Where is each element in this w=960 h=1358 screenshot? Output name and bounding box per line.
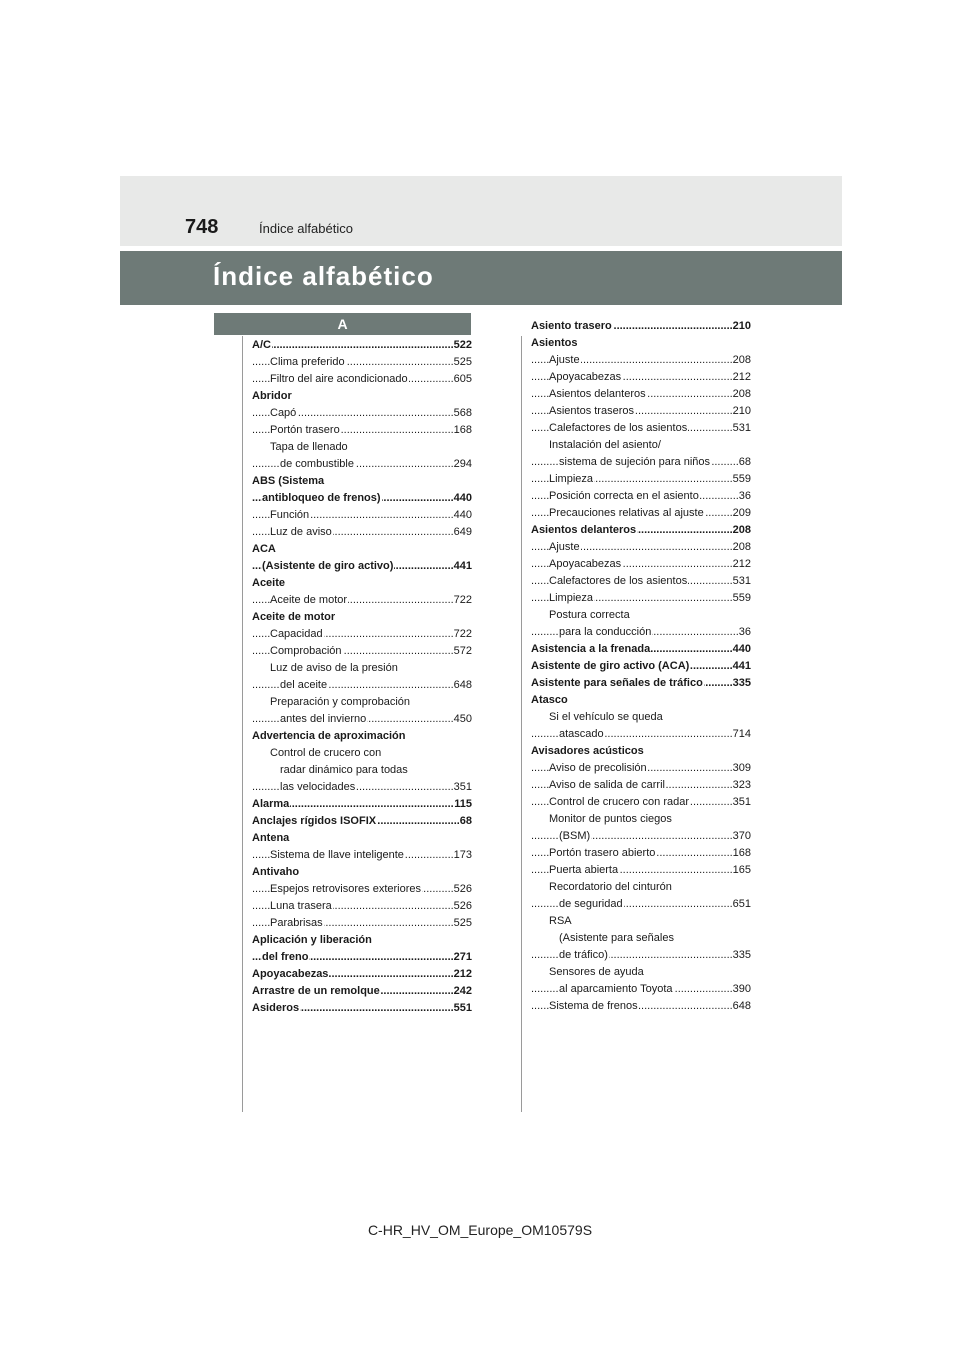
- index-entry: [531, 641, 751, 658]
- entry-page: 648: [453, 677, 472, 694]
- entry-label: Luz de aviso de la presión: [270, 662, 398, 674]
- entry-page: 36: [738, 488, 751, 505]
- entry-page: 271: [453, 949, 472, 966]
- entry-label: Asistente de giro activo (ACA): [531, 660, 690, 672]
- index-entry: [252, 949, 472, 966]
- index-entry: [531, 879, 751, 896]
- index-entry: [252, 864, 472, 881]
- entry-label: Portón trasero: [270, 424, 340, 436]
- index-entry: [531, 930, 751, 947]
- index-entry: [252, 626, 472, 643]
- entry-page: 441: [732, 658, 751, 675]
- entry-label: Advertencia de aproximación: [252, 730, 406, 742]
- footer-doc-id: C-HR_HV_OM_Europe_OM10579S: [367, 1222, 593, 1238]
- entry-label: Postura correcta: [549, 609, 630, 621]
- index-entry: [252, 898, 472, 915]
- index-entry: [531, 726, 751, 743]
- index-column-left: [252, 337, 472, 1017]
- index-entry: [531, 488, 751, 505]
- index-entry: [252, 677, 472, 694]
- index-entry: [531, 471, 751, 488]
- entry-page: 335: [732, 947, 751, 964]
- entry-page: 36: [738, 624, 751, 641]
- index-entry: [252, 371, 472, 388]
- entry-label: radar dinámico para todas: [280, 764, 408, 776]
- entry-label: Capacidad: [270, 628, 323, 640]
- entry-label: Calefactores de los asientos: [549, 422, 688, 434]
- index-entry: [531, 437, 751, 454]
- entry-label: Luna trasera: [270, 900, 332, 912]
- entry-page: 173: [453, 847, 472, 864]
- entry-page: 651: [732, 896, 751, 913]
- header-band: [120, 176, 842, 246]
- entry-label: Asistencia a la frenada: [531, 643, 651, 655]
- entry-label: A/C: [252, 339, 271, 351]
- entry-label: Aceite de motor: [270, 594, 348, 606]
- index-entry: [531, 556, 751, 573]
- entry-label: Asientos: [531, 337, 578, 349]
- entry-label: Aviso de salida de carril: [549, 779, 665, 791]
- index-entry: [531, 369, 751, 386]
- entry-label: Sistema de llave inteligente: [270, 849, 404, 861]
- entry-page: 309: [732, 760, 751, 777]
- entry-label: Puerta abierta: [549, 864, 619, 876]
- index-entry: [252, 728, 472, 745]
- entry-label: Antena: [252, 832, 290, 844]
- entry-label: del aceite: [280, 679, 328, 691]
- entry-label: Arrastre de un remolque: [252, 985, 380, 997]
- index-entry: [252, 609, 472, 626]
- entry-label: Función: [270, 509, 310, 521]
- entry-page: 390: [732, 981, 751, 998]
- entry-page: 525: [453, 354, 472, 371]
- entry-page: 208: [732, 539, 751, 556]
- letter-heading: A: [214, 313, 471, 335]
- index-entry: [531, 998, 751, 1015]
- entry-page: 440: [453, 490, 472, 507]
- entry-label: antes del invierno: [280, 713, 367, 725]
- index-entry: [531, 964, 751, 981]
- index-entry: [252, 354, 472, 371]
- entry-label: Aceite: [252, 577, 286, 589]
- entry-page: 165: [732, 862, 751, 879]
- entry-label: RSA: [549, 915, 572, 927]
- entry-page: 722: [453, 626, 472, 643]
- index-entry: [531, 811, 751, 828]
- entry-page: 208: [732, 352, 751, 369]
- page-title: Índice alfabético: [213, 261, 434, 291]
- entry-label: ACA: [252, 543, 276, 555]
- entry-label: Aceite de motor: [252, 611, 336, 623]
- entry-page: 209: [732, 505, 751, 522]
- entry-page: 605: [453, 371, 472, 388]
- index-entry: [252, 405, 472, 422]
- entry-page: 208: [732, 386, 751, 403]
- entry-label: las velocidades: [280, 781, 356, 793]
- index-entry: [252, 473, 472, 490]
- entry-label: Aplicación y liberación: [252, 934, 372, 946]
- entry-label: de seguridad: [559, 898, 623, 910]
- index-entry: [531, 658, 751, 675]
- entry-label: (BSM): [559, 830, 591, 842]
- entry-page: 323: [732, 777, 751, 794]
- index-entry: [531, 981, 751, 998]
- entry-label: Apoyacabezas: [549, 371, 622, 383]
- entry-label: (Asistente para señales: [559, 932, 674, 944]
- index-entry: [252, 507, 472, 524]
- index-entry: [531, 862, 751, 879]
- entry-page: 208: [732, 522, 751, 539]
- index-entry: [252, 915, 472, 932]
- entry-label: Asideros: [252, 1002, 300, 1014]
- index-entry: [531, 675, 751, 692]
- index-entry: [252, 422, 472, 439]
- entry-label: para la conducción: [559, 626, 652, 638]
- entry-label: Control de crucero con radar: [549, 796, 690, 808]
- entry-label: Sistema de frenos: [549, 1000, 638, 1012]
- entry-page: 648: [732, 998, 751, 1015]
- index-column-right: [531, 318, 751, 1015]
- entry-page: 526: [453, 881, 472, 898]
- index-entry: [531, 692, 751, 709]
- entry-label: Monitor de puntos ciegos: [549, 813, 672, 825]
- index-entry: [531, 386, 751, 403]
- entry-label: Parabrisas: [270, 917, 323, 929]
- entry-page: 551: [453, 1000, 472, 1017]
- index-entry: [531, 590, 751, 607]
- entry-label: Tapa de llenado: [270, 441, 348, 453]
- entry-page: 212: [732, 556, 751, 573]
- entry-page: 370: [732, 828, 751, 845]
- index-entry: [252, 779, 472, 796]
- entry-page: 531: [732, 573, 751, 590]
- index-entry: [252, 524, 472, 541]
- entry-label: Alarma: [252, 798, 290, 810]
- entry-label: Portón trasero abierto: [549, 847, 656, 859]
- entry-page: 441: [453, 558, 472, 575]
- index-entry: [252, 592, 472, 609]
- entry-label: Ajuste: [549, 354, 580, 366]
- entry-label: Asientos delanteros: [531, 524, 637, 536]
- entry-label: Clima preferido: [270, 356, 345, 368]
- entry-page: 649: [453, 524, 472, 541]
- index-entry: [252, 643, 472, 660]
- entry-label: de combustible: [280, 458, 354, 470]
- index-entry: [531, 743, 751, 760]
- entry-label: Preparación y comprobación: [270, 696, 411, 708]
- entry-label: Filtro del aire acondicionado: [270, 373, 408, 385]
- index-entry: [531, 539, 751, 556]
- index-entry: [531, 777, 751, 794]
- index-entry: [252, 983, 472, 1000]
- entry-page: 115: [453, 796, 472, 813]
- index-entry: [252, 694, 472, 711]
- entry-page: 568: [453, 405, 472, 422]
- index-entry: [531, 845, 751, 862]
- entry-page: 531: [732, 420, 751, 437]
- index-entry: [252, 558, 472, 575]
- entry-label: Limpieza: [549, 473, 594, 485]
- entry-page: 168: [732, 845, 751, 862]
- entry-page: 351: [453, 779, 472, 796]
- index-entry: [531, 896, 751, 913]
- entry-page: 525: [453, 915, 472, 932]
- entry-page: 450: [453, 711, 472, 728]
- page-number: 748: [185, 216, 219, 238]
- column-rule-left: [242, 336, 243, 1112]
- entry-label: Antivaho: [252, 866, 300, 878]
- entry-label: Capó: [270, 407, 297, 419]
- entry-page: 68: [459, 813, 472, 830]
- index-entry: [252, 490, 472, 507]
- index-entry: [531, 760, 751, 777]
- entry-label: Control de crucero con: [270, 747, 382, 759]
- entry-label: Asistente para señales de tráfico: [531, 677, 703, 689]
- entry-page: 522: [453, 337, 472, 354]
- entry-label: Precauciones relativas al ajuste: [549, 507, 704, 519]
- index-entry: [531, 709, 751, 726]
- index-entry: [531, 794, 751, 811]
- index-entry: [531, 607, 751, 624]
- index-entry: [531, 403, 751, 420]
- index-entry: [252, 1000, 472, 1017]
- index-entry: [252, 575, 472, 592]
- entry-page: 559: [732, 471, 751, 488]
- entry-page: 210: [732, 318, 751, 335]
- entry-label: Recordatorio del cinturón: [549, 881, 672, 893]
- entry-label: al aparcamiento Toyota: [559, 983, 673, 995]
- entry-page: 440: [453, 507, 472, 524]
- entry-label: sistema de sujeción para niños: [559, 456, 711, 468]
- entry-label: Atasco: [531, 694, 568, 706]
- entry-label: Asientos delanteros: [549, 388, 646, 400]
- entry-label: Asientos traseros: [549, 405, 634, 417]
- entry-page: 559: [732, 590, 751, 607]
- index-entry: [531, 573, 751, 590]
- entry-page: 212: [453, 966, 472, 983]
- entry-label: Posición correcta en el asiento: [549, 490, 699, 502]
- index-entry: [531, 828, 751, 845]
- index-entry: [531, 318, 751, 335]
- index-entry: [252, 439, 472, 456]
- index-entry: [252, 541, 472, 558]
- entry-label: Si el vehículo se queda: [549, 711, 663, 723]
- entry-label: Luz de aviso: [270, 526, 332, 538]
- index-entry: [252, 762, 472, 779]
- index-entry: [531, 505, 751, 522]
- index-entry: [252, 337, 472, 354]
- index-entry: [252, 932, 472, 949]
- entry-label: Asiento trasero: [531, 320, 612, 332]
- index-entry: [252, 796, 472, 813]
- entry-page: 210: [732, 403, 751, 420]
- entry-label: Instalación del asiento/: [549, 439, 661, 451]
- index-entry: [531, 420, 751, 437]
- entry-label: del freno: [262, 951, 309, 963]
- index-entry: [531, 522, 751, 539]
- entry-page: 68: [738, 454, 751, 471]
- entry-label: de tráfico): [559, 949, 608, 961]
- index-entry: [531, 335, 751, 352]
- index-entry: [252, 847, 472, 864]
- entry-page: 351: [732, 794, 751, 811]
- entry-label: Aviso de precolisión: [549, 762, 647, 774]
- entry-label: atascado: [559, 728, 604, 740]
- entry-label: Limpieza: [549, 592, 594, 604]
- entry-label: Anclajes rígidos ISOFIX: [252, 815, 377, 827]
- index-entry: [531, 624, 751, 641]
- entry-label: ABS (Sistema: [252, 475, 325, 487]
- entry-label: Espejos retrovisores exteriores: [270, 883, 422, 895]
- entry-page: 714: [732, 726, 751, 743]
- index-entry: [252, 966, 472, 983]
- entry-page: 294: [453, 456, 472, 473]
- index-entry: [252, 711, 472, 728]
- entry-label: Apoyacabezas: [549, 558, 622, 570]
- column-rule-right: [521, 336, 522, 1112]
- entry-label: Comprobación: [270, 645, 342, 657]
- running-header: Índice alfabético: [259, 221, 353, 236]
- index-entry: [531, 352, 751, 369]
- index-entry: [531, 454, 751, 471]
- index-entry: [531, 947, 751, 964]
- entry-page: 572: [453, 643, 472, 660]
- entry-page: 335: [732, 675, 751, 692]
- entry-label: antibloqueo de frenos): [262, 492, 381, 504]
- entry-label: Apoyacabezas: [252, 968, 329, 980]
- entry-page: 168: [453, 422, 472, 439]
- index-entry: [252, 388, 472, 405]
- entry-page: 212: [732, 369, 751, 386]
- entry-label: Avisadores acústicos: [531, 745, 644, 757]
- entry-label: (Asistente de giro activo): [262, 560, 394, 572]
- index-entry: [252, 813, 472, 830]
- entry-label: Calefactores de los asientos: [549, 575, 688, 587]
- index-entry: [252, 456, 472, 473]
- entry-label: Ajuste: [549, 541, 580, 553]
- entry-page: 526: [453, 898, 472, 915]
- entry-page: 722: [453, 592, 472, 609]
- index-entry: [252, 660, 472, 677]
- entry-label: Sensores de ayuda: [549, 966, 644, 978]
- index-entry: [531, 913, 751, 930]
- index-entry: [252, 881, 472, 898]
- index-entry: [252, 745, 472, 762]
- entry-label: Abridor: [252, 390, 292, 402]
- entry-page: 440: [732, 641, 751, 658]
- entry-page: 242: [453, 983, 472, 1000]
- index-entry: [252, 830, 472, 847]
